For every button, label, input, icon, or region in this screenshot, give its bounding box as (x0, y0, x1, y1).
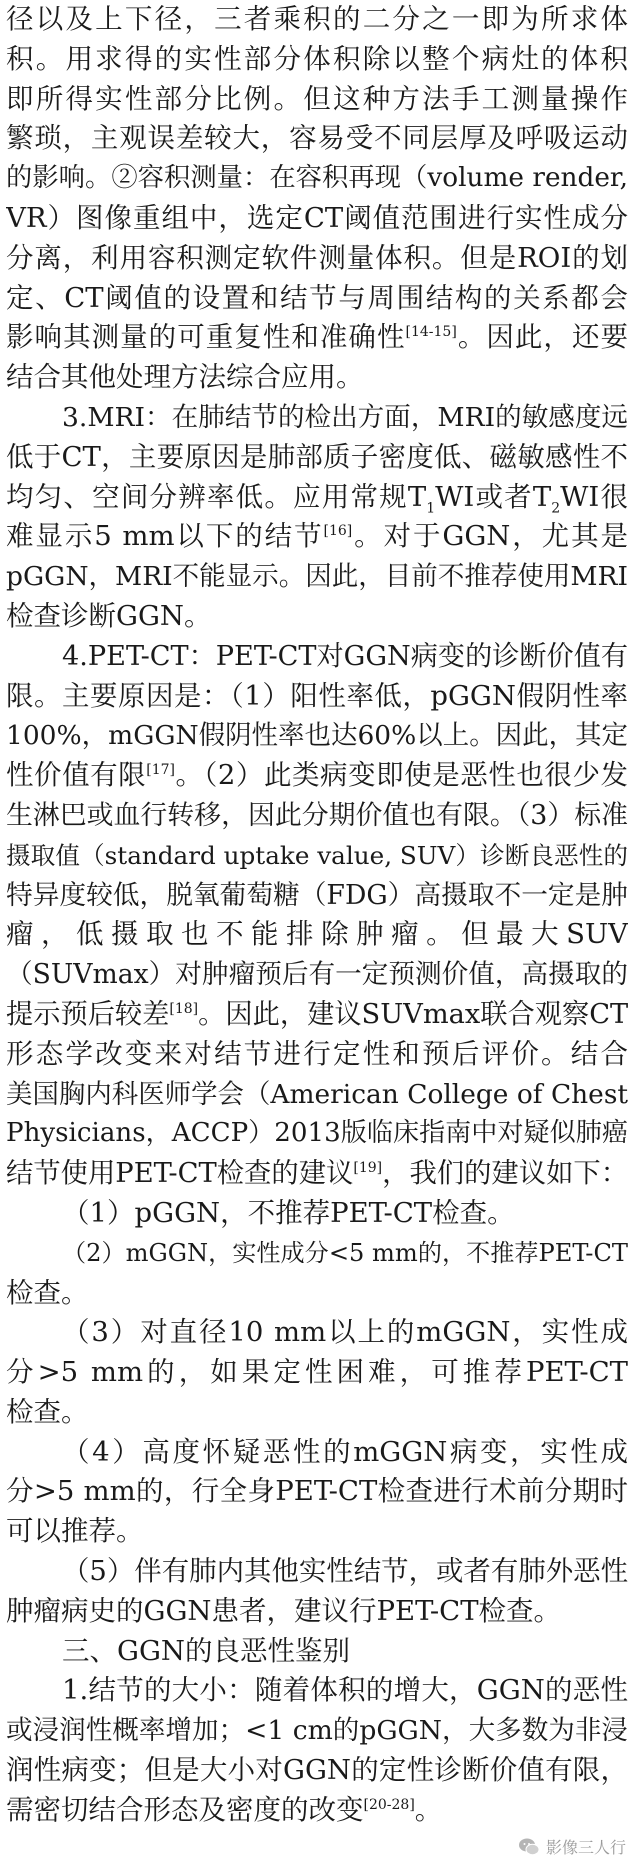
text-line: 肿瘤病史的GGN患者，建议行PET-CT检查。 (6, 1594, 562, 1627)
text-line: 影响其测量的可重复性和准确性[14-15]。因此，还要 (6, 321, 628, 354)
text-line: 4.PET-CT：PET-CT对GGN病变的诊断价值有 (62, 640, 628, 672)
text-line: （4）高度怀疑恶性的mGGN病变，实性成 (62, 1435, 628, 1468)
text-line: 摄取值（standard uptake value, SUV）诊断良恶性的 (6, 840, 628, 870)
citation-ref: [16] (323, 523, 353, 540)
text-line: 形态学改变来对结节进行定性和预后评价。结合 (6, 1037, 628, 1070)
text-line: 3.MRI：在肺结节的检出方面，MRI的敏感度远 (62, 401, 628, 433)
text-line: 分>5 mm的，如果定性困难，可推荐PET-CT (6, 1356, 628, 1389)
text-line: （SUVmax）对肿瘤预后有一定预测价值，高摄取的 (6, 959, 628, 991)
text-line: 均匀、空间分辨率低。应用常规$T_1WI$或者$T_2WI$很 (6, 480, 628, 517)
text-line: 1.结节的大小：随着体积的增大，GGN的恶性 (62, 1674, 628, 1707)
citation-ref: [19] (353, 1160, 383, 1176)
text-line: 的影响。②容积测量：在容积再现（volume render, (6, 163, 628, 194)
text-line: 检查。 (6, 1395, 89, 1428)
text-line: 瘤，低摄取也不能排除肿瘤。但最大SUV (6, 918, 628, 951)
citation-ref: [20-28] (363, 1796, 415, 1813)
text-line: 即所得实性部分比例。但这种方法手工测量操作 (6, 82, 628, 115)
text-line: 性价值有限[17]。（2）此类病变即使是恶性也很少发 (6, 759, 628, 792)
text-line: 限。主要原因是：（1）阳性率低，pGGN假阴性率 (6, 679, 628, 712)
text-line: 分>5 mm的，行全身PET-CT检查进行术前分期时 (6, 1475, 628, 1508)
watermark (514, 1833, 630, 1860)
text-line: （3）对直径10 mm以上的mGGN，实性成 (62, 1316, 628, 1349)
text-line: 积。用求得的实性部分体积除以整个病灶的体积 (6, 42, 628, 75)
text-line: （2）mGGN，实性成分<5 mm的，不推荐PET-CT (62, 1238, 628, 1267)
text-line: 特异度较低，脱氧葡萄糖（FDG）高摄取不一定是肿 (6, 879, 628, 911)
text-line: 生淋巴或血行转移，因此分期价值也有限。（3）标准 (6, 799, 628, 831)
citation-ref: [18] (169, 1000, 199, 1017)
subscript: 1 (426, 500, 436, 517)
text-line: VR）图像重组中，选定CT阈值范围进行实性成分 (6, 201, 628, 234)
text-line: 润性病变；但是大小对GGN的定性诊断价值有限， (6, 1754, 628, 1787)
text-line: 提示预后较差[18]。因此，建议SUVmax联合观察CT (6, 998, 628, 1030)
text-line: （1）pGGN，不推荐PET-CT检查。 (62, 1196, 515, 1229)
text-line: 检查诊断GGN。 (6, 599, 212, 632)
text-line: Physicians，ACCP）2013版临床指南中对疑似肺癌 (6, 1118, 628, 1149)
text-line: 100%，mGGN假阴性率也达60%以上。因此，其定 (6, 720, 628, 752)
document-page (6, 0, 628, 1831)
text-line: 三、GGN的良恶性鉴别 (62, 1634, 350, 1667)
text-line: 或浸润性概率增加；<1 cm的pGGN，大多数为非浸 (6, 1715, 628, 1747)
subscript: 2 (551, 500, 561, 517)
watermark-text: 影像三人行 (545, 1838, 626, 1857)
citation-ref: [14-15] (405, 324, 457, 341)
text-line: 繁琐，主观误差较大，容易受不同层厚及呼吸运动 (6, 122, 628, 155)
citation-ref: [17] (146, 761, 175, 778)
text-line: pGGN，MRI不能显示。因此，目前不推荐使用MRI (6, 561, 628, 593)
wechat-icon (518, 1837, 540, 1857)
text-line: （5）伴有肺内其他实性结节，或者有肺外恶性 (62, 1556, 628, 1588)
text-line: 需密切结合形态及密度的改变[20-28]。 (6, 1793, 443, 1826)
text-line: 美国胸内科医师学会（American College of Chest (6, 1078, 628, 1110)
text-line: 结节使用PET-CT检查的建议[19]，我们的建议如下： (6, 1158, 628, 1190)
text-line: 可以推荐。 (6, 1515, 144, 1548)
text-line: 检查。 (6, 1276, 89, 1309)
text-line: 分离，利用容积测定软件测量体积。但是ROI的划 (6, 241, 628, 274)
text-line: 难显示5 mm以下的结节[16]。对于GGN，尤其是 (6, 520, 628, 553)
text-line: 结合其他处理方法综合应用。 (6, 361, 364, 394)
text-line: 定、CT阈值的设置和结节与周围结构的关系都会 (6, 281, 628, 314)
text-line: 低于CT，主要原因是肺部质子密度低、磁敏感性不 (6, 440, 628, 473)
text-line: 径以及上下径，三者乘积的二分之一即为所求体 (6, 3, 628, 35)
